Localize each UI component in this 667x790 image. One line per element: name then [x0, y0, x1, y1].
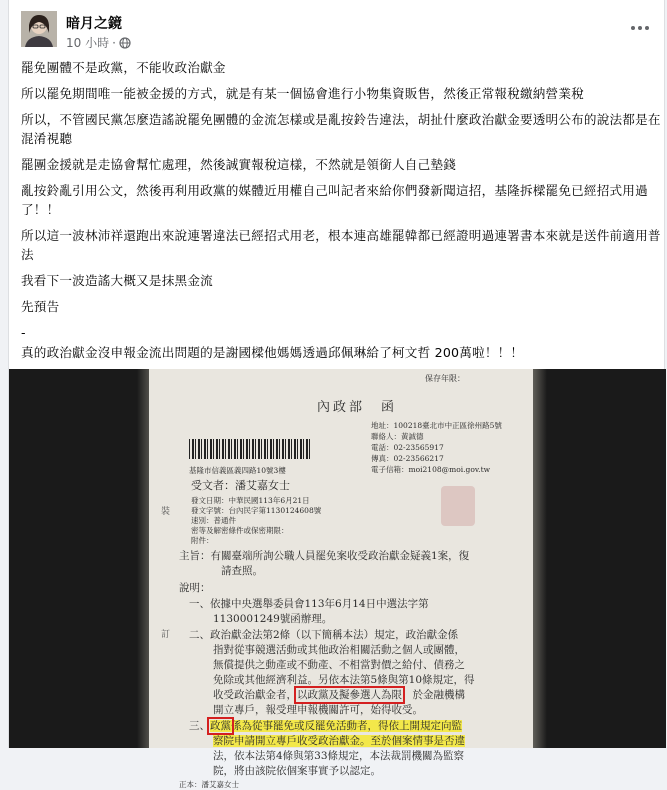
doc-item-3-label: 三、: [189, 720, 210, 732]
post-paragraph: 先預告: [21, 299, 60, 314]
post-paragraph: 所以罷免期間唯一能被金援的方式，就是有某一個協會進行小物集資販售，然後正常報稅繳納營業稅: [21, 86, 584, 101]
doc-binding-mark: 裝: [161, 507, 171, 517]
post-paragraph: -: [21, 325, 26, 340]
avatar[interactable]: [21, 11, 57, 47]
doc-save-period: 保存年限：: [425, 374, 465, 383]
author-name[interactable]: 暗月之鏡: [66, 16, 122, 32]
doc-address-line: 電子信箱：moi2108@moi.gov.tw: [371, 465, 491, 474]
post-paragraph: 真的政治獻金沒申報金流出問題的是謝國樑他媽媽透過邱佩琳給了柯文哲 200萬啦！！！: [21, 345, 524, 360]
post-paragraph: 所以，不管國民黨怎麼造謠說罷免團體的金流怎樣或是亂按鈴告違法，胡扯什麼政治獻金要透明公布的說法都是在混淆視聽: [21, 112, 661, 146]
doc-item-2-text: 收受政治獻金者，: [213, 689, 297, 701]
post-card: [8, 0, 665, 789]
doc-address-line: 地址：100218臺北市中正區徐州路5號: [371, 421, 502, 430]
doc-binding-mark: 訂: [161, 630, 171, 640]
meta-separator: ·: [112, 35, 116, 50]
doc-address-line: 電話：02-23565917: [371, 443, 444, 452]
doc-item-1-cont: 1130001249號函辦理。: [213, 613, 333, 625]
post-header: [9, 0, 664, 56]
doc-item-2-line: 二、政治獻金法第2條（以下簡稱本法）規定，政治獻金係: [189, 629, 459, 641]
doc-copy-line: 正本：潘艾嘉女士: [179, 780, 239, 789]
doc-highlight-box: 政黨: [210, 720, 231, 732]
doc-issue-line: 發文日期：中華民國113年6月21日: [191, 496, 310, 505]
doc-item-2-line: 無償提供之動產或不動產、不相當對價之給付、債務之: [213, 659, 465, 671]
doc-recipient-address: 基隆市信義區義四路10號3樓: [189, 466, 286, 475]
doc-address-line: 聯絡人：黃誠德: [371, 432, 424, 441]
doc-issue-line: 發文字號：台內民字第1130124608號: [191, 506, 322, 515]
globe-icon: [119, 37, 131, 49]
doc-item-3-line-mixed: [189, 719, 462, 734]
doc-subject: 主旨：有關臺端所詢公職人員罷免案收受政治獻金疑義1案，復: [179, 550, 470, 562]
doc-item-2-line: 指對從事競選活動或其他政治相關活動之個人或團體，: [213, 644, 465, 656]
doc-item-3-line: 院，將由該院依個案事實予以認定。: [213, 765, 381, 777]
doc-recipient: 受文者：潘艾嘉女士: [191, 479, 290, 492]
doc-highlight-box: 以政黨及擬參選人為限: [297, 689, 402, 701]
post-paragraph: 亂按鈴亂引用公文，然後再利用政黨的媒體近用權自己叫記者來給你們發新聞這招，基隆拆樑罷免已經招式用過了！！: [21, 183, 648, 217]
doc-issue-line: 速別：普通件: [191, 516, 236, 525]
doc-issue-line: 附件：: [191, 536, 214, 545]
doc-item-3-line: 法，依本法第4條與第33條規定，本法裁罰機關為監察: [213, 750, 465, 762]
post-time[interactable]: 10 小時: [66, 36, 110, 50]
doc-barcode: [189, 439, 311, 459]
doc-title: 內政部 函: [317, 400, 398, 415]
post-meta: [66, 34, 131, 51]
doc-item-3-text: 察院申請開立專戶收受政治獻金。至於個案情事是否違: [213, 735, 465, 747]
post-paragraph: 我看下一波造謠大概又是抹黑金流: [21, 273, 213, 288]
doc-item-3-text: 係為從事罷免或反罷免活動者，得依上開規定向監: [231, 720, 462, 732]
doc-issue-line: 密等及解密條件或保密期限：: [191, 526, 289, 535]
post-paragraph: 罷團金援就是走協會幫忙處理，然後誠實報稅這樣，不然就是領銜人自己墊錢: [21, 157, 456, 172]
doc-item-1: 一、依據中央選舉委員會113年6月14日中選法字第: [189, 598, 429, 610]
post-paragraph: 罷免團體不是政黨，不能收政治獻金: [21, 60, 226, 75]
doc-item-2-end: 開立專戶，報受理申報機關許可，始得收受。: [213, 704, 423, 716]
doc-stamp: [441, 486, 475, 526]
doc-item-2-text: ，於金融機構: [402, 689, 465, 701]
photo-shadow: [531, 369, 547, 748]
more-options-icon[interactable]: [626, 16, 654, 40]
official-letter: [149, 369, 533, 789]
doc-item-2-line: 免除或其他經濟利益。另依本法第5條與第10條規定，得: [213, 674, 475, 686]
post-photo[interactable]: [9, 369, 666, 789]
doc-subject-cont: 請查照。: [221, 565, 263, 577]
doc-explain-label: 說明：: [179, 582, 211, 594]
doc-address-line: 傳真：02-23566217: [371, 454, 444, 463]
post-paragraph: 所以這一波林沛祥還跑出來說連署違法已經招式用老，根本連高雄罷韓都已經證明過連署書本來就是送件前適用普法: [21, 228, 661, 262]
post-text: [21, 58, 661, 369]
doc-item-3-line: [213, 734, 465, 749]
doc-item-2-line-mixed: [213, 688, 465, 703]
